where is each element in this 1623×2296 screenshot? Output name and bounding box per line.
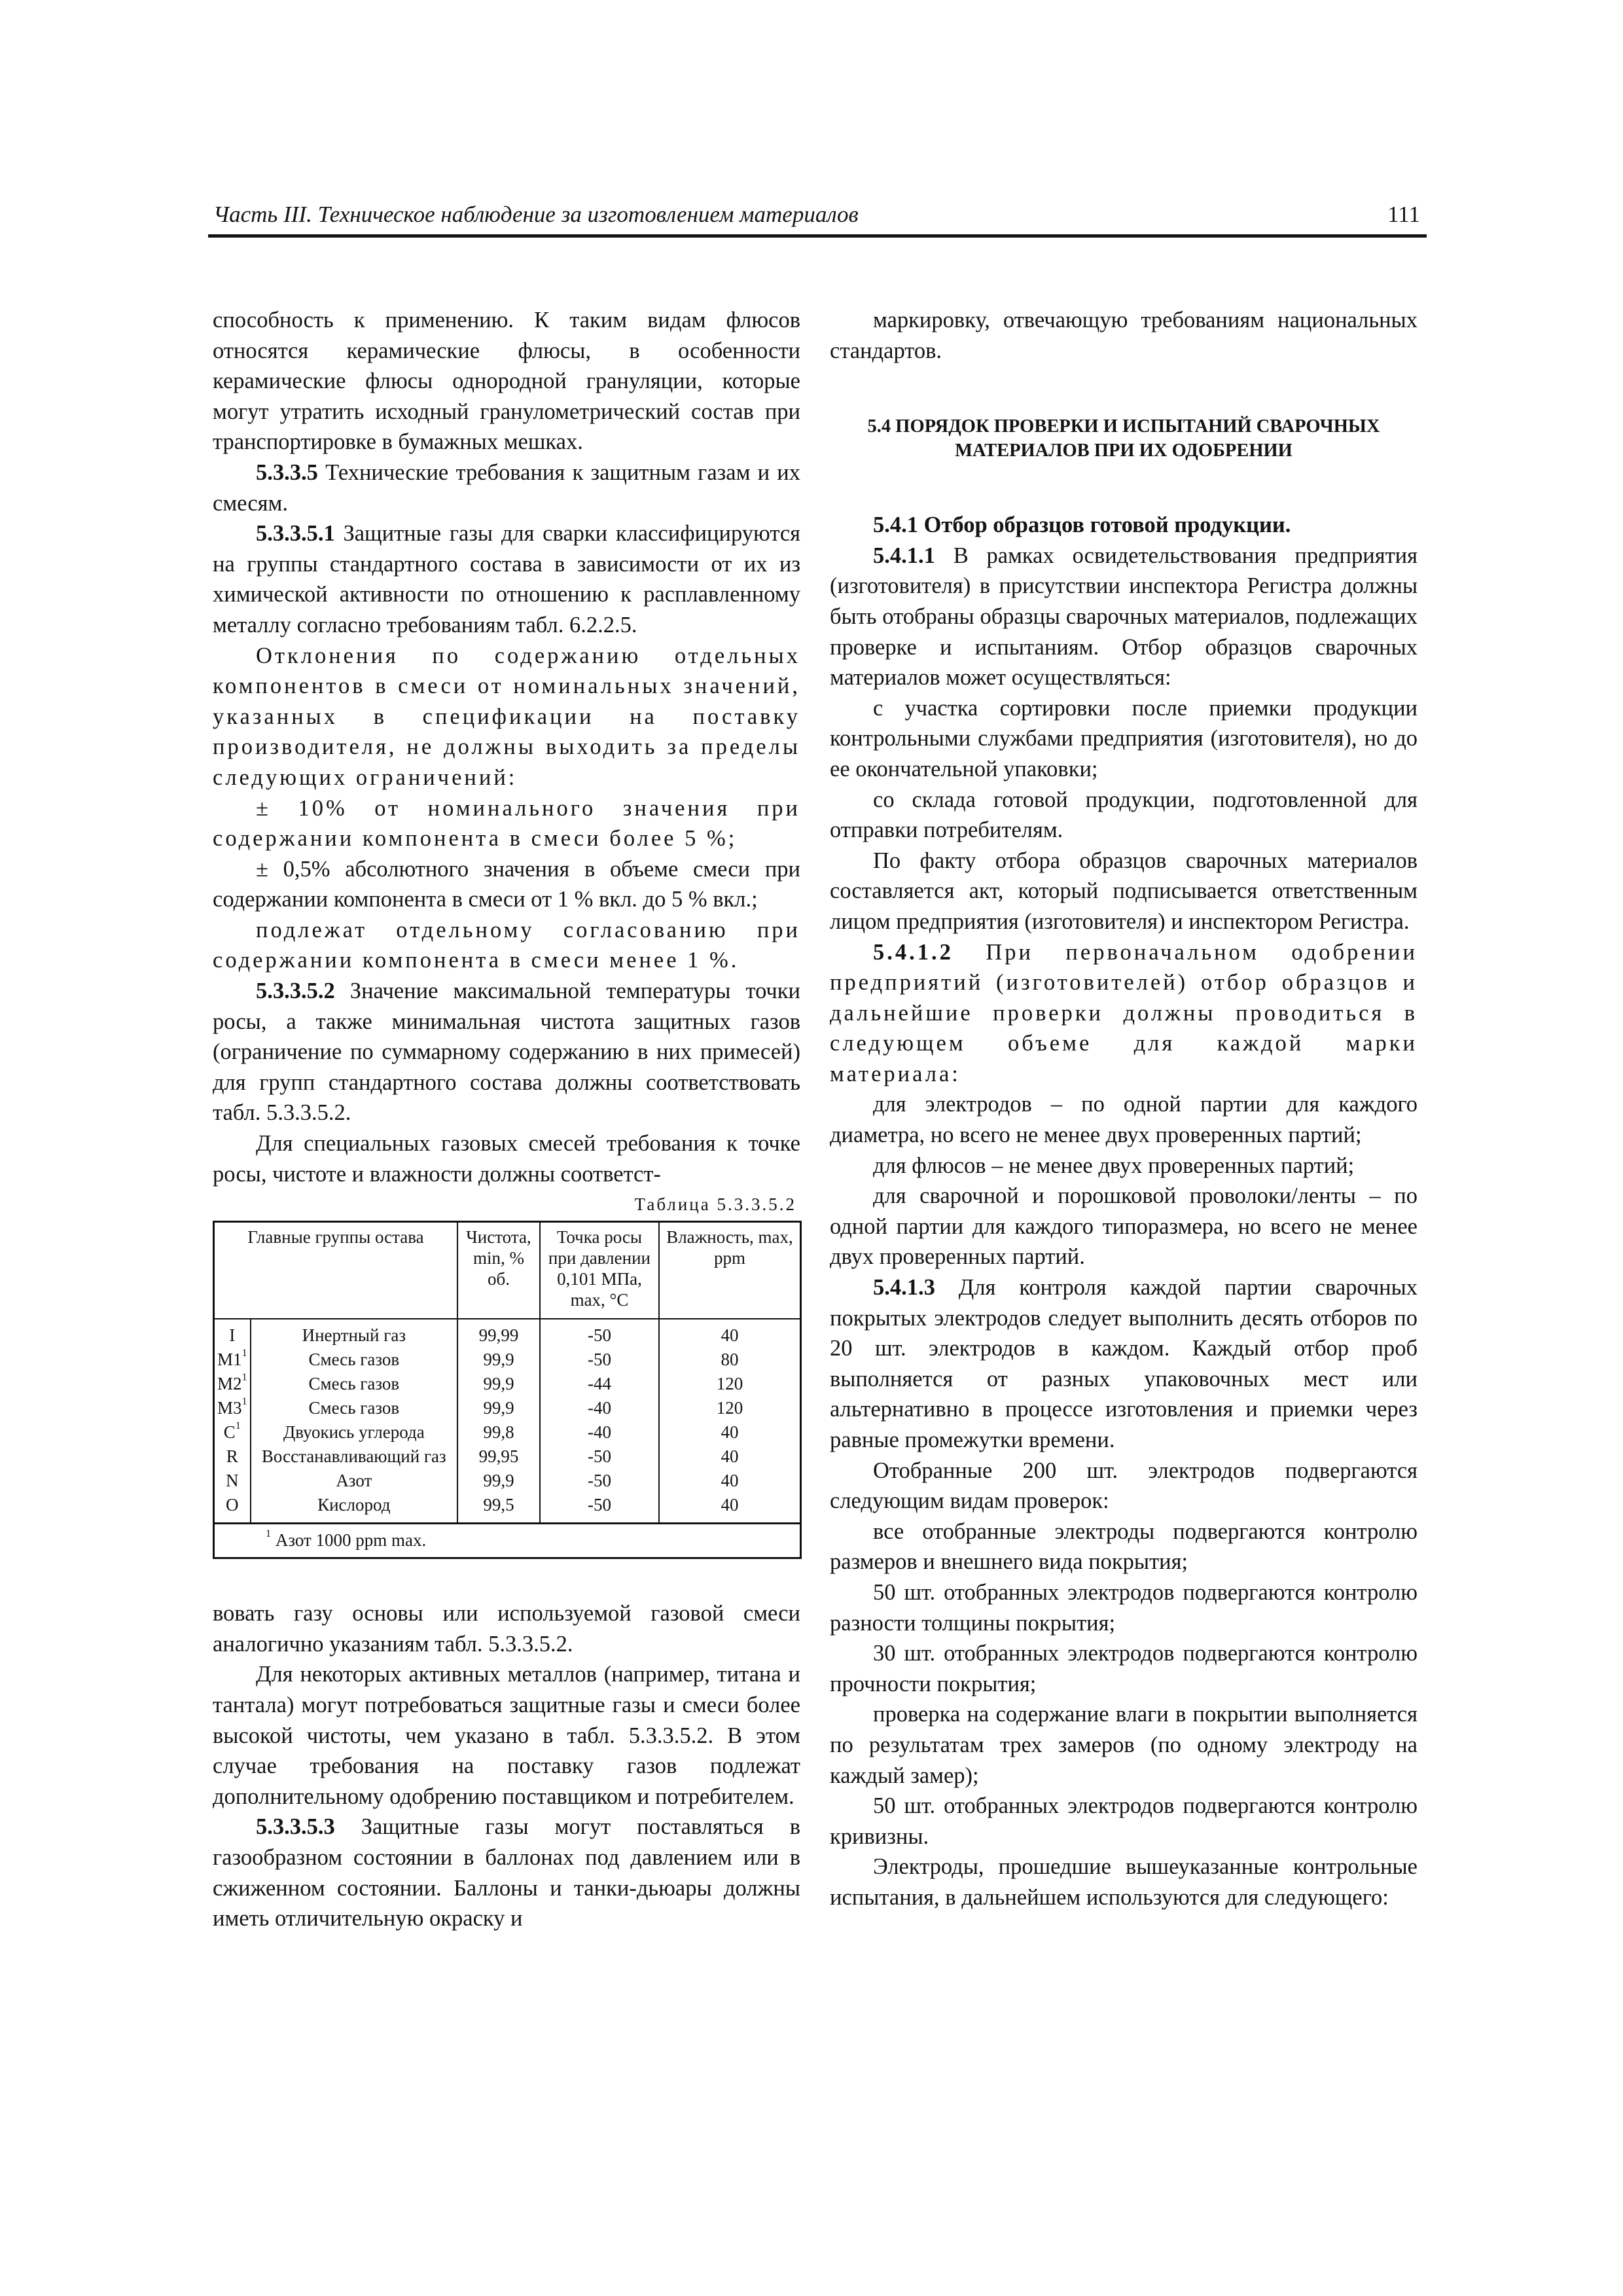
clause-number: 5.4.1.2 bbox=[873, 939, 954, 965]
clause-number: 5.3.3.5.2 bbox=[256, 978, 335, 1004]
list-item: с участка сортировки после приемки продукции контрольными службами предприятия (изготовителя), но до ее окончательной упаковки; bbox=[830, 695, 1418, 781]
list-item: все отобранные электроды подвергаются контролю размеров и внешнего вида покрытия; bbox=[830, 1518, 1418, 1575]
footnote-ref: 1 bbox=[241, 1395, 247, 1408]
footnote-mark: 1 bbox=[266, 1528, 272, 1540]
cell-humidity bbox=[659, 1469, 801, 1493]
paragraph bbox=[213, 976, 800, 1128]
cell-humidity bbox=[659, 1348, 801, 1372]
cell-name bbox=[251, 1444, 457, 1469]
paragraph bbox=[213, 457, 800, 518]
clause-number: 5.3.3.5.1 bbox=[256, 521, 335, 547]
page-number: 111 bbox=[1387, 202, 1420, 227]
cell-humidity bbox=[659, 1420, 801, 1444]
cell-text: -50 bbox=[587, 1495, 611, 1515]
cell-humidity bbox=[659, 1319, 801, 1348]
cell-text: 99,95 bbox=[478, 1446, 519, 1467]
cell-purity bbox=[457, 1420, 540, 1444]
cell-text: 99,99 bbox=[478, 1325, 519, 1346]
right-column bbox=[830, 305, 1418, 1913]
paragraph: вовать газу основы или используемой газовой смеси аналогично указаниям табл. 5.3.3.5.2. bbox=[213, 1601, 800, 1657]
cell-name bbox=[251, 1396, 457, 1420]
table-row bbox=[214, 1319, 801, 1348]
header-title: Часть III. Техническое наблюдение за изготовлением материалов bbox=[213, 202, 859, 227]
list-item: проверка на содержание влаги в покрытии выполняется по результатам трех замеров (по одному электроду на каждый замер); bbox=[830, 1702, 1418, 1788]
cell-text: 40 bbox=[721, 1495, 739, 1515]
clause-number: 5.4.1.1 bbox=[873, 543, 935, 568]
paragraph bbox=[830, 541, 1418, 693]
paragraph: маркировку, отвечающую требованиям национальных стандартов. bbox=[830, 308, 1418, 363]
cell-name bbox=[251, 1348, 457, 1372]
paragraph: Электроды, прошедшие вышеуказанные контрольные испытания, в дальнейшем используются для следующего: bbox=[830, 1854, 1418, 1910]
cell-text: -50 bbox=[587, 1471, 611, 1491]
table-row bbox=[214, 1348, 801, 1372]
paragraph: способность к применению. К таким видам флюсов относятся керамические флюсы, в особенности керамические флюсы однородной грануляции, которые могут утратить исходный гранулометрический состав при транспортировке в бумажных мешках. bbox=[213, 308, 800, 455]
paragraph: Отобранные 200 шт. электродов подвергаются следующим видам проверок: bbox=[830, 1458, 1418, 1514]
cell-humidity bbox=[659, 1396, 801, 1420]
cell-purity bbox=[457, 1444, 540, 1469]
table-row bbox=[214, 1469, 801, 1493]
cell-text: 99,9 bbox=[483, 1374, 514, 1394]
cell-dew bbox=[540, 1469, 659, 1493]
cell-text: 80 bbox=[721, 1350, 739, 1370]
cell-text: Кислород bbox=[317, 1495, 391, 1515]
cell-dew bbox=[540, 1493, 659, 1524]
section-heading: 5.4 ПОРЯДОК ПРОВЕРКИ И ИСПЫТАНИЙ СВАРОЧНЫХ МАТЕРИАЛОВ ПРИ ИХ ОДОБРЕНИИ bbox=[867, 416, 1380, 461]
cell-text: -50 bbox=[587, 1325, 611, 1346]
cell-purity bbox=[457, 1493, 540, 1524]
cell-text: 99,8 bbox=[483, 1422, 514, 1443]
clause-text: Значение максимальной температуры точки росы, а также минимальная чистота защитных газов (ограничение по суммарному содержанию в них примесей) для групп стандартного состава должны соответствовать табл. 5.3.3.5.2. bbox=[213, 978, 800, 1126]
list-item: подлежат отдельному согласованию при содержании компонента в смеси менее 1 %. bbox=[213, 917, 800, 973]
subsection-heading: 5.4.1 Отбор образцов готовой продукции. bbox=[873, 512, 1291, 538]
cell-purity bbox=[457, 1372, 540, 1396]
cell-text: Смесь газов bbox=[308, 1374, 400, 1394]
cell-name bbox=[251, 1420, 457, 1444]
list-item: ± 10% от номинального значения при содержании компонента в смеси более 5 %; bbox=[213, 795, 800, 852]
cell-text: 120 bbox=[716, 1374, 743, 1394]
clause-text: При первоначальном одобрении предприятий (изготовителей) отбор образцов и дальнейшие проверки должны проводиться в следующем объеме для каждой марки материала: bbox=[830, 939, 1418, 1086]
list-item: 30 шт. отобранных электродов подвергаются контролю прочности покрытия; bbox=[830, 1641, 1418, 1696]
paragraph bbox=[213, 1812, 800, 1933]
cell-purity bbox=[457, 1348, 540, 1372]
table-row bbox=[214, 1420, 801, 1444]
cell-dew bbox=[540, 1319, 659, 1348]
table-row bbox=[214, 1493, 801, 1524]
cell-code bbox=[214, 1319, 251, 1348]
clause-text: В рамках освидетельствования предприятия (изготовителя) в присутствии инспектора Регистра должны быть отобраны образцы сварочных материалов, подлежащих проверке и испытаниям. Отбор образцов сварочных материалов может осуществляться: bbox=[830, 543, 1418, 691]
cell-name bbox=[251, 1469, 457, 1493]
table-caption: Таблица 5.3.3.5.2 bbox=[634, 1194, 796, 1215]
clause-text: Защитные газы могут поставляться в газообразном состоянии в баллонах под давлением или в сжиженном состоянии. Баллоны и танки-дьюары должны иметь отличительную окраску и bbox=[213, 1814, 800, 1931]
cell-dew bbox=[540, 1348, 659, 1372]
cell-humidity bbox=[659, 1372, 801, 1396]
list-item: ± 0,5% абсолютного значения в объеме смеси при содержании компонента в смеси от 1 % вкл. до 5 % вкл.; bbox=[213, 856, 800, 912]
col-header-group: Главные группы остава bbox=[214, 1222, 457, 1319]
cell-code bbox=[214, 1493, 251, 1524]
cell-text: 40 bbox=[721, 1422, 739, 1443]
cell-text: M1 bbox=[217, 1350, 242, 1370]
list-item: для электродов – по одной партии для каждого диаметра, но всего не менее двух проверенных партий; bbox=[830, 1092, 1418, 1148]
cell-code bbox=[214, 1348, 251, 1372]
cell-purity bbox=[457, 1396, 540, 1420]
cell-text: 99,5 bbox=[483, 1495, 514, 1515]
cell-text: -50 bbox=[587, 1446, 611, 1467]
cell-text: Двуокись углерода bbox=[283, 1422, 425, 1443]
clause-text: Защитные газы для сварки классифицируются на группы стандартного состава в зависимости от их из химической активности по отношению к расплавленному металлу согласно требованиям табл. 6.2.2.5. bbox=[213, 521, 800, 637]
paragraph: По факту отбора образцов сварочных материалов составляется акт, который подписывается ответственным лицом предприятия (изготовителя) и инспектором Регистра. bbox=[830, 848, 1418, 934]
table-footnote bbox=[214, 1524, 801, 1558]
shielding-gas-table bbox=[213, 1221, 802, 1559]
cell-text: -40 bbox=[587, 1422, 611, 1443]
table-row bbox=[214, 1372, 801, 1396]
cell-text: M3 bbox=[217, 1398, 242, 1418]
paragraph bbox=[830, 937, 1418, 1090]
cell-text: C bbox=[223, 1422, 236, 1443]
clause-number: 5.3.3.5.3 bbox=[256, 1814, 335, 1840]
cell-text: Восстанавливающий газ bbox=[261, 1446, 446, 1467]
cell-text: I bbox=[229, 1325, 236, 1346]
cell-dew bbox=[540, 1396, 659, 1420]
cell-text: 99,9 bbox=[483, 1471, 514, 1491]
cell-code bbox=[214, 1469, 251, 1493]
cell-text: Инертный газ bbox=[302, 1325, 406, 1346]
cell-code bbox=[214, 1396, 251, 1420]
cell-code bbox=[214, 1420, 251, 1444]
footnote-ref: 1 bbox=[235, 1420, 241, 1432]
list-item: со склада готовой продукции, подготовленной для отправки потребителям. bbox=[830, 787, 1418, 843]
cell-text: N bbox=[226, 1471, 239, 1491]
cell-dew bbox=[540, 1420, 659, 1444]
cell-name bbox=[251, 1319, 457, 1348]
col-header-dew-point: Точка росы при давлении 0,101 МПа, max, °С bbox=[540, 1222, 659, 1319]
cell-text: -40 bbox=[587, 1398, 611, 1418]
cell-text: O bbox=[226, 1495, 239, 1515]
cell-code bbox=[214, 1372, 251, 1396]
cell-purity bbox=[457, 1469, 540, 1493]
col-header-humidity: Влажность, max, ppm bbox=[659, 1222, 801, 1319]
footnote-ref: 1 bbox=[241, 1371, 247, 1384]
cell-text: -44 bbox=[587, 1374, 611, 1394]
cell-text: Смесь газов bbox=[308, 1398, 400, 1418]
paragraph: Для некоторых активных металлов (например, титана и тантала) могут потребоваться защитные газы и смеси более высокой чистоты, чем указано в табл. 5.3.3.5.2. В этом случае требования на поставку газов подлежат дополнительному одобрению поставщиком и потребителем. bbox=[213, 1662, 800, 1809]
list-item: 50 шт. отобранных электродов подвергаются контролю разности толщины покрытия; bbox=[830, 1579, 1418, 1636]
cell-name bbox=[251, 1372, 457, 1396]
cell-code bbox=[214, 1444, 251, 1469]
clause-number: 5.4.1.3 bbox=[873, 1275, 935, 1300]
left-column bbox=[213, 305, 800, 1934]
footnote-ref: 1 bbox=[241, 1347, 247, 1359]
clause-number: 5.3.3.5 bbox=[256, 459, 318, 485]
table-row bbox=[214, 1396, 801, 1420]
clause-text: Технические требования к защитным газам и их смесям. bbox=[213, 459, 800, 516]
col-header-purity: Чистота, min, % об. bbox=[457, 1222, 540, 1319]
list-item: 50 шт. отобранных электродов подвергаются контролю кривизны. bbox=[830, 1793, 1418, 1849]
paragraph bbox=[213, 518, 800, 640]
paragraph: Для специальных газовых смесей требования к точке росы, чистоте и влажности должны соответст- bbox=[213, 1131, 800, 1187]
paragraph: Отклонения по содержанию отдельных компонентов в смеси от номинальных значений, указанных в спецификации на поставку производителя, не должны выходить за пределы следующих ограничений: bbox=[213, 643, 800, 790]
list-item: для сварочной и порошковой проволоки/ленты – по одной партии для каждого типоразмера, но всего не менее двух проверенных партий. bbox=[830, 1183, 1418, 1270]
cell-text: -50 bbox=[587, 1350, 611, 1370]
cell-text: Смесь газов bbox=[308, 1350, 400, 1370]
list-item: для флюсов – не менее двух проверенных партий; bbox=[873, 1153, 1355, 1178]
cell-humidity bbox=[659, 1444, 801, 1469]
cell-name bbox=[251, 1493, 457, 1524]
cell-text: M2 bbox=[217, 1374, 242, 1394]
cell-dew bbox=[540, 1372, 659, 1396]
cell-text: 120 bbox=[716, 1398, 743, 1418]
cell-dew bbox=[540, 1444, 659, 1469]
paragraph bbox=[830, 1272, 1418, 1456]
cell-text: R bbox=[226, 1446, 238, 1467]
cell-text: 40 bbox=[721, 1471, 739, 1491]
cell-text: 99,9 bbox=[483, 1398, 514, 1418]
cell-humidity bbox=[659, 1493, 801, 1524]
cell-text: Азот bbox=[336, 1471, 372, 1491]
table-body bbox=[214, 1319, 801, 1524]
cell-text: 99,9 bbox=[483, 1350, 514, 1370]
cell-text: 40 bbox=[721, 1446, 739, 1467]
cell-text: 40 bbox=[721, 1325, 739, 1346]
clause-text: Для контроля каждой партии сварочных покрытых электродов следует выполнить десять отборов по 20 шт. электродов в каждом. Каждый отбор проб выполняется от разных упаковочных мест или альтернативно в процессе изготовления и приемки через равные промежутки времени. bbox=[830, 1275, 1418, 1452]
table-row bbox=[214, 1444, 801, 1469]
cell-purity bbox=[457, 1319, 540, 1348]
running-header bbox=[208, 198, 1427, 238]
footnote-text: Азот 1000 ppm max. bbox=[271, 1530, 427, 1551]
